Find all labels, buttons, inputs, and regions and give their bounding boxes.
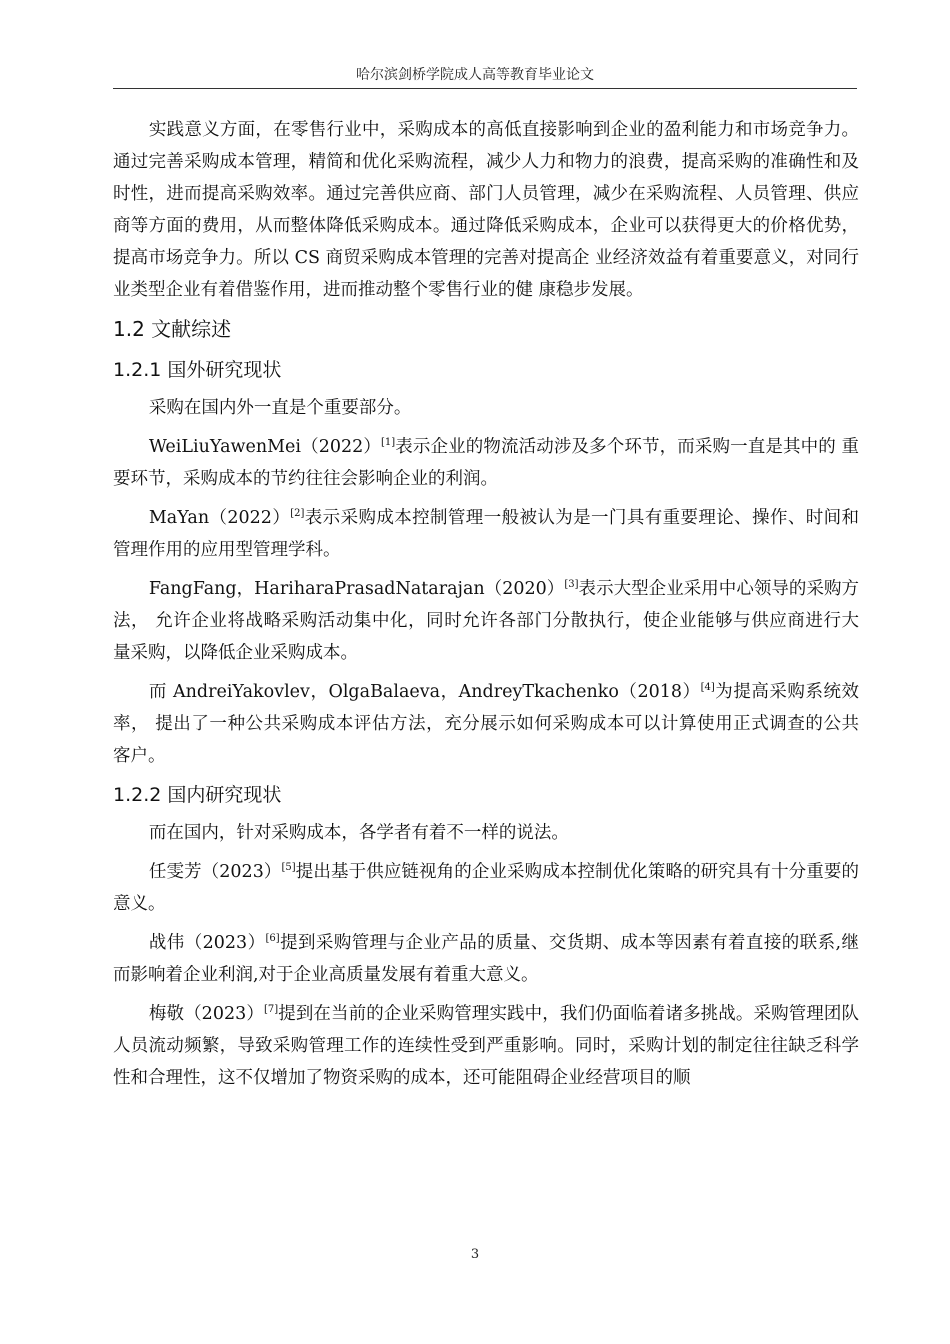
page-content xyxy=(113,114,859,1101)
page-number: 3 xyxy=(470,1247,480,1262)
citation-author: 任雯芳（2023） xyxy=(148,862,282,882)
citation-marker: [3] xyxy=(564,579,579,590)
page-header: 哈尔滨剑桥学院成人高等教育毕业论文 xyxy=(356,67,594,83)
citation-text: 为提高采购系统效率， 提出了一种公共采购成本评估方法，充分展示如何采购成本可以计算使用正式调查的公共 客户。 xyxy=(113,682,860,766)
paragraph-practical-significance: 实践意义方面，在零售行业中，采购成本的高低直接影响到企业的盈利能力和市场竞争力。通过完善采购成本管理，精简和优化采购流程，减少人力和物力的浪费，提高采购的准确性和及时性，进而提高采购效率。通过完善供应商、部门人员管理，减少在采购流程、人员管理、供应商等方面的费用，从而整体降低采购成本。通过降低采购成本，企业可以获得更大的价格优势，提高市场竞争力。所以 CS 商贸采购成本管理的完善对提高企 业经济效益有着重要意义，对同行业类型企业有着借鉴作用，进而推动整个零售行业的健 康稳步发展。 xyxy=(113,120,859,300)
citation-text: 提到采购管理与企业产品的质量、交货期、成本等因素有着直接的联系,继而影响着企业利润,对于企业高质量发展有着重大意义。 xyxy=(113,933,859,985)
citation-text: 表示企业的物流活动涉及多个环节，而采购一直是其中的 重要环节，采购成本的节约往往会影响企业的利润。 xyxy=(113,437,860,489)
paragraph-ref-6 xyxy=(113,927,859,991)
paragraph-ref-7 xyxy=(113,998,859,1094)
paragraph-ref-1 xyxy=(113,431,859,495)
paragraph-ref-4 xyxy=(113,676,859,772)
citation-author: 梅敬（2023） xyxy=(148,1004,264,1024)
citation-author: WeiLiuYawenMei（2022） xyxy=(148,437,382,457)
citation-marker: [2] xyxy=(290,508,305,519)
citation-author: FangFang，HariharaPrasadNatarajan（2020） xyxy=(148,579,565,599)
citation-text: 提出基于供应链视角的企业采购成本控制优化策略的研究具有十分重要的意义。 xyxy=(113,862,859,914)
paragraph-ref-2 xyxy=(113,502,859,566)
citation-marker: [5] xyxy=(281,862,296,873)
citation-text: 表示大型企业采用中心领导的采购方法， 允许企业将战略采购活动集中化，同时允许各部门分散执行，使企业能够与供应商进行大 量采购，以降低企业采购成本。 xyxy=(113,579,860,663)
subsection-heading-foreign-research: 1.2.1 国外研究现状 xyxy=(113,359,282,381)
subsection-heading-domestic-research: 1.2.2 国内研究现状 xyxy=(113,784,282,806)
header-rule xyxy=(113,88,857,89)
citation-author: 而 AndreiYakovlev，OlgaBalaeva，AndreyTkachenko（2018） xyxy=(148,682,701,702)
paragraph-ref-5 xyxy=(113,856,859,920)
citation-marker: [4] xyxy=(700,682,715,693)
citation-text: 表示采购成本控制管理一般被认为是一门具有重要理论、操作、时间和管理作用的应用型管理学科。 xyxy=(113,508,859,560)
section-heading-literature-review: 1.2 文献综述 xyxy=(113,317,232,341)
citation-author: MaYan（2022） xyxy=(148,508,291,528)
paragraph-ref-3 xyxy=(113,573,859,669)
citation-text: 提到在当前的企业采购管理实践中，我们仍面临着诸多挑战。采购管理团队人员流动频繁，导致采购管理工作的连续性受到严重影响。同时，采购计划的制定往往缺乏科学性和合理性，这不仅增加了物资采购的成本，还可能阻碍企业经营项目的顺 xyxy=(113,1004,859,1088)
paragraph-intro-domestic: 而在国内，针对采购成本，各学者有着不一样的说法。 xyxy=(148,823,569,843)
citation-marker: [6] xyxy=(265,933,280,944)
citation-marker: [7] xyxy=(263,1004,279,1015)
citation-marker: [1] xyxy=(381,437,396,448)
citation-author: 战伟（2023） xyxy=(148,933,266,953)
paragraph-intro-foreign: 采购在国内外一直是个重要部分。 xyxy=(148,398,412,418)
